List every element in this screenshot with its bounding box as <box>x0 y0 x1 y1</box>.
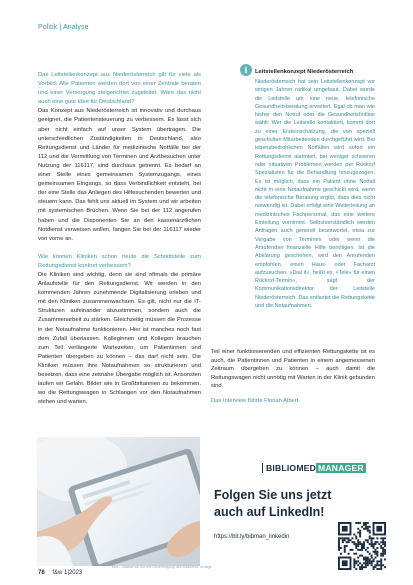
info-icon: i <box>240 64 252 76</box>
ad-headline-line-1: Folgen Sie uns jetzt <box>214 488 332 502</box>
interview-closing-text: Teil einer funktionierenden und effizienten Rettungskette ist es auch, die Patientinnen und Patienten in einem angemessenen Zeitraum übergeben zu können – auch damit die Rettungswagen nicht unnötig mit Warten in der Klinik gebunden sind. <box>211 349 375 390</box>
section-header: Politik | Analyse <box>38 24 89 31</box>
legal-notice: f&w – Nachdruck nur mit Genehmigung des Bibliomed-Verlags <box>112 565 212 569</box>
logo-divider <box>262 463 263 473</box>
infobox-title: Leitstellenkonzept Niederösterreich <box>255 69 354 75</box>
qr-code <box>338 522 386 570</box>
interview-question-1: Das Leitstellenkonzept aus Niederösterreich gilt für viele als Vorbild: Alle Patienten werden dort von einer Zentrale beraten und einer Versorgung zielgerichtet zugeleitet. Wäre das nicht auch eine gute Idee für Deutschland? <box>38 72 201 106</box>
ad-headline <box>214 487 331 521</box>
interview-column <box>38 71 201 413</box>
interview-answer-1: Das Konzept aus Niederösterreich ist innovativ und durchaus geeignet, die Patientensteuerung zu verbessern. Es lässt sich aber nicht einfach auf unser System übertragen. Die unterschiedlichen Zuständigkeiten in Deutschland, also Rettungsdienst und Länder für medizinische Notfälle bei der 112 und die Vermittlung von Terminen und Arztbesuchen unter Nutzung der 116117, sind durchaus getrennt. Es bedarf an einer Stelle eines gemeinsamen Systemzugangs, eines gemeinsamen Eingangs, so dass Verbindlichkeit entsteht, bei der eine Stelle das Anliegen des Hilfesuchenden bewerten und steuern kann. Das fehlt uns aktuell im System und wir arbeiten mit systemischen Brüchen. Wenn Sie bei der 112 angerufen haben und die Disponenten Sie an den kassenärztlichen Notdienst verweisen wollen, fangen Sie bei der 116117 wieder von vorne an. <box>38 108 201 242</box>
interview-question-2: Wie können Kliniken schon heute die Schnittstelle zum Rettungsdienst konkret verbessern? <box>38 253 201 269</box>
publication-issue: f&w 1|2023 <box>52 570 83 576</box>
ad-headline-line-2: auch auf LinkedIn! <box>214 505 325 519</box>
interview-answer-2: Die Kliniken sind wichtig, denn sie sind oftmals die primäre Anlaufstelle für den Rettungsdienst. Wir werden in den kommenden Jahren zunehmende Digitalisierung erleben und mit den Kliniken zusammenwachsen. Es gilt, nicht nur die IT-Strukturen aufeinander abzustimmen, sondern auch die Zusammenarbeit zu stärken. Gleichzeitig müssen die Prozesse in der Notaufnahme funktionieren. Hier ist manches noch fast dem Zufall überlassen. Kolleginnen und Kollegen brauchen zum Teil verlängerte Wartezeiten, um Patientinnen und Patienten übergeben zu können – das darf nicht sein. Die Kliniken müssen ihre Notaufnahmen so strukturieren und besetzen, dass eine zeitnahe Übergabe möglich ist. Ansonsten laufen wir Gefahr, Bilder wie in Großbritannien zu bekommen, wo die Rettungswagen in Schlangen vor den Notaufnahmen stehen und warten. <box>38 271 201 406</box>
logo-brand-main: BIBLIOMED <box>266 463 317 473</box>
page-footer <box>38 570 82 576</box>
bibliomed-manager-logo <box>262 463 366 473</box>
linkedin-link[interactable]: https://bit.ly/bibman_linkedin <box>214 534 290 540</box>
interview-credit: Das Interview führte Florian Albert. <box>211 398 300 404</box>
logo-brand-accent: MANAGER <box>318 463 364 473</box>
infobox-body: Niederösterreich hat sein Leitstellenkonzept vor einigen Jahren radikal umgebaut. Dabei wurde die Leitstelle um eine neue, telefonische Gesundheitsberatung erweitert. Egal ob man wie bisher den Notruf oder die Gesundheitshotline wählt: Wer die Leitstelle kontaktiert, kommt dort zu einer Ersteinschätzung, die von speziell geschulten Mitarbeitenden durchgeführt wird. Bei lebensbedrohlichen Notfällen wird sofort ein Rettungsdienst alarmiert, bei weniger schweren oder situativen Problemen werden per Rückruf Spezialisten für die Behandlung hinzugezogen. Es ist möglich, dass ein Patient ohne Notfall nicht in eine Notaufnahme geschickt wird, wenn die telefonische Beratung ergibt, dass dies nicht notwendig ist. Dabei erfolgt eine Weiterleitung an medizinisches Fachpersonal, das eine weitere Einteilung vornimmt. Selbstverständlich werden Anfragen auch generell beantwortet, etwa zur Vergabe von Terminen oder wenn die Anrufenden finanzielle Hilfe benötigen. Ist die Abklärung geschehen, wird den Anrufenden empfohlen, einen Haus- oder Facharzt aufzusuchen. »Dial it«, heißt es, »Tele« für einen Rückruf-Termin«, sagt der Kommunikationsdirektor der Leitstelle Niederösterreich. Das entlastet die Rettungskette und die Notaufnahmen. <box>255 79 375 310</box>
page-number: 78 <box>38 570 45 576</box>
tablet-photo <box>37 437 200 566</box>
